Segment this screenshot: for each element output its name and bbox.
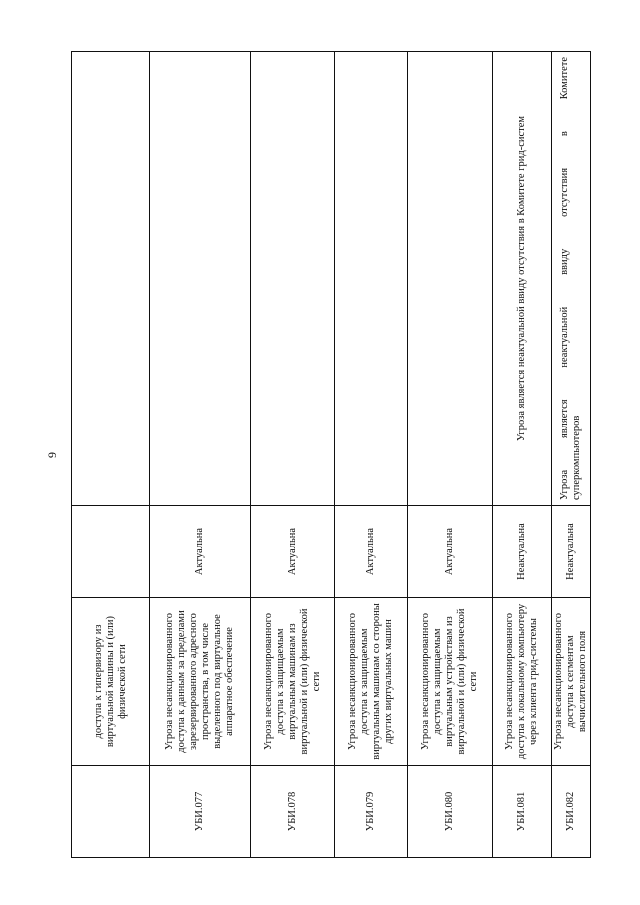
table-row xyxy=(251,52,335,858)
threat-status-cell: Неактуальна xyxy=(493,506,552,598)
page-number: 9 xyxy=(45,452,59,458)
threat-status-cell: Актуальна xyxy=(150,506,251,598)
threat-code-cell: УБИ.080 xyxy=(408,766,493,858)
justification-cell xyxy=(150,52,251,506)
table-row xyxy=(335,52,408,858)
threat-name-cell: Угроза несанкционированного доступа к защищаемым виртуальным машинам из виртуальной и (или) физической сети xyxy=(251,598,335,766)
rotated-page-content xyxy=(71,52,588,858)
threat-name-cell: доступа к гипервизору из виртуальной машины и (или) физической сети xyxy=(72,598,150,766)
justification-cell xyxy=(335,52,408,506)
threat-status-cell: Неактуальна xyxy=(552,506,591,598)
threat-code-cell: УБИ.077 xyxy=(150,766,251,858)
threat-name-cell: Угроза несанкционированного доступа к защищаемым виртуальным устройствам из виртуальной и (или) физической сети xyxy=(408,598,493,766)
threat-table-frame xyxy=(71,52,588,858)
table-row xyxy=(552,52,591,858)
threat-code-cell: УБИ.081 xyxy=(493,766,552,858)
table-row xyxy=(72,52,150,858)
justification-cell xyxy=(72,52,150,506)
justification-cell: Угроза является неактуальной ввиду отсутствия в Комитете грид-систем xyxy=(493,52,552,506)
threat-table xyxy=(71,51,591,858)
justification-cell xyxy=(552,52,591,506)
table-row xyxy=(150,52,251,858)
threat-name-cell: Угроза несанкционированного доступа к защищаемым виртуальным машинам со стороны других виртуальных машин xyxy=(335,598,408,766)
threat-status-cell: Актуальна xyxy=(335,506,408,598)
justification-line: Угроза является неактуальной ввиду отсутствия в Комитете xyxy=(559,57,570,500)
threat-name-cell: Угроза несанкционированного доступа к локальному компьютеру через клиента грид-системы xyxy=(493,598,552,766)
threat-code-cell: УБИ.082 xyxy=(552,766,591,858)
table-row xyxy=(408,52,493,858)
threat-status-cell: Актуальна xyxy=(408,506,493,598)
table-row xyxy=(493,52,552,858)
threat-code-cell xyxy=(72,766,150,858)
threat-code-cell: УБИ.079 xyxy=(335,766,408,858)
threat-status-cell xyxy=(72,506,150,598)
threat-status-cell: Актуальна xyxy=(251,506,335,598)
threat-name-cell: Угроза несанкционированного доступа к данным за пределами зарезервированного адресного пространства, в том числе выделенного под виртуальное аппаратное обеспечение xyxy=(150,598,251,766)
justification-line: суперкомпьютеров xyxy=(571,415,582,500)
justification-cell xyxy=(251,52,335,506)
threat-code-cell: УБИ.078 xyxy=(251,766,335,858)
justification-cell xyxy=(408,52,493,506)
threat-name-cell: Угроза несанкционированного доступа к сегментам вычислительного поля xyxy=(552,598,591,766)
